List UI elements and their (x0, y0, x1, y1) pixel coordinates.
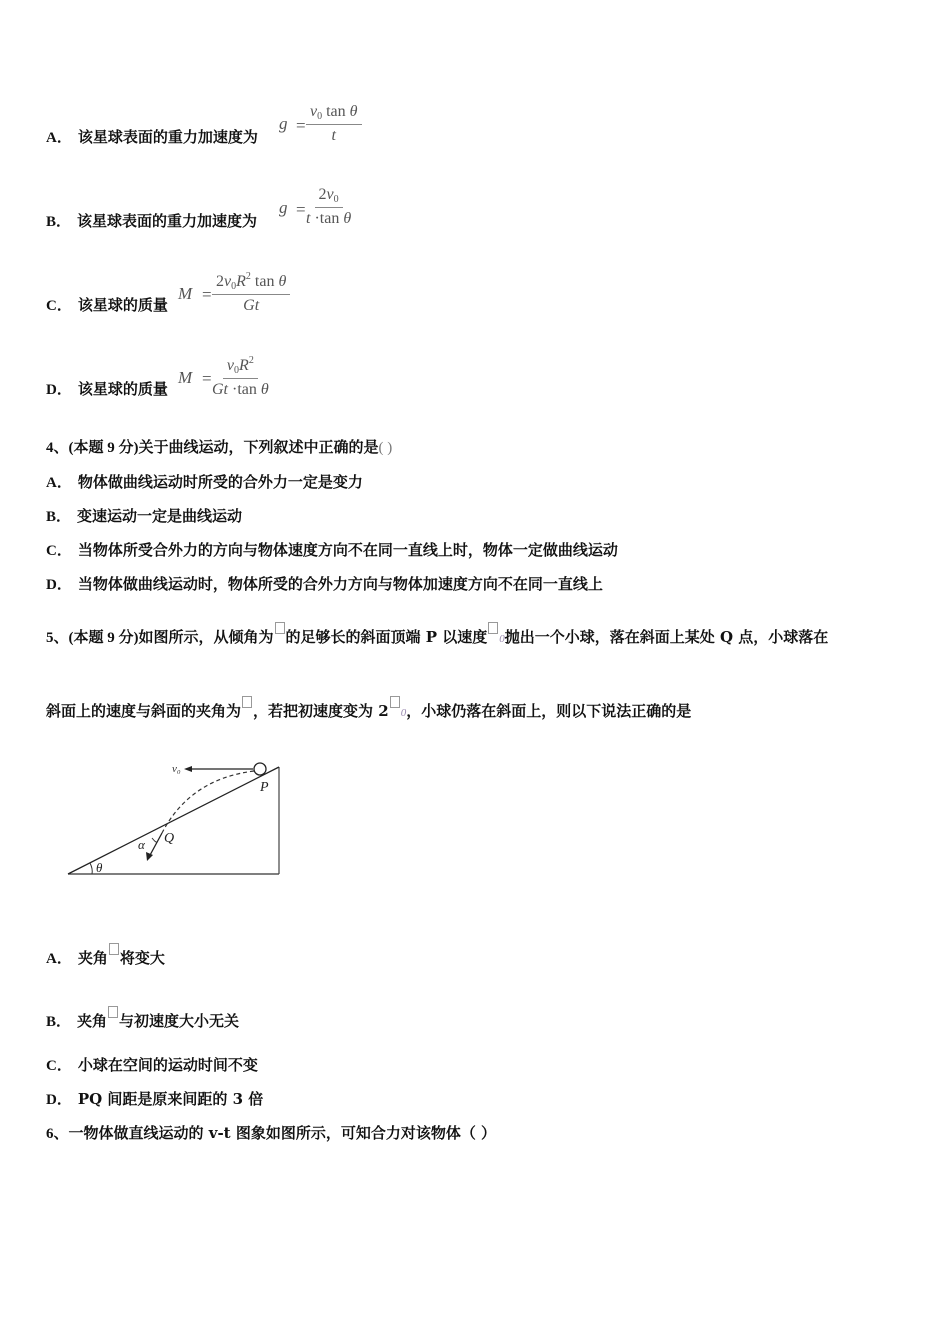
option-text: 当物体所受合外力的方向与物体速度方向不在同一直线上时，物体一定做曲线运动 (77, 541, 618, 559)
q5-option-d (46, 1089, 263, 1110)
option-text: 该星球表面的重力加速度为 (77, 128, 258, 146)
q4-option-a (46, 472, 363, 493)
missing-glyph-alpha (108, 1006, 118, 1018)
formula-fraction-b (306, 186, 351, 228)
option-text: 将变大 (119, 949, 165, 967)
option-label: A． (46, 130, 72, 146)
option-label: D． (46, 382, 72, 398)
option-text: 当物体做曲线运动时，物体所受的合外力方向与物体加速度方向不在同一直线上 (77, 575, 603, 593)
q3-option-b (46, 211, 257, 232)
formula-fraction-c (212, 271, 290, 315)
v0-subscript: 0 (400, 707, 407, 719)
option-label: A． (46, 475, 72, 491)
v0-label: v₀ (172, 763, 181, 775)
formula-lhs: g (279, 114, 288, 133)
q3-option-d (46, 379, 168, 400)
option-label: B． (46, 509, 72, 525)
formula-eq: = (296, 200, 306, 219)
q5-stem-line2 (46, 696, 691, 723)
missing-glyph-v (390, 696, 400, 708)
question-text: 的足够长的斜面顶端 P 以速度 (285, 628, 488, 646)
numerator: $2v_0$ (315, 186, 343, 208)
incline-diagram (60, 755, 290, 885)
question-text: 斜面上的速度与斜面的夹角为 (46, 702, 242, 720)
denominator: Gt ·tan θ (212, 381, 269, 398)
q5-stem-line1 (46, 622, 828, 649)
formula-lhs: M (178, 368, 193, 387)
missing-glyph-v (488, 622, 498, 634)
formula-fraction-d (212, 355, 269, 399)
option-label: D． (46, 1092, 72, 1108)
question-text: ，若把初速度变为 2 (253, 702, 389, 720)
point-p-label: P (260, 780, 269, 795)
option-text: PQ 间距是原来间距的 3 倍 (77, 1090, 264, 1108)
option-text: 该星球的质量 (77, 296, 168, 314)
question-points: (本题 9 分) (68, 440, 139, 456)
q6-stem (46, 1123, 496, 1144)
question-text: ，小球仍落在斜面上，则以下说法正确的是 (406, 702, 692, 720)
question-text: 抛出一个小球，落在斜面上某处 Q 点，小球落在 (504, 628, 829, 646)
theta-label: θ (96, 860, 103, 875)
question-number: 6、 (46, 1126, 69, 1142)
q3-option-a (46, 127, 258, 148)
q4-stem (46, 437, 392, 458)
q4-option-c (46, 540, 618, 561)
question-number: 5、 (46, 630, 69, 646)
option-text: 小球在空间的运动时间不变 (77, 1056, 258, 1074)
numerator: $2v_0R^2$ tan θ (212, 271, 290, 295)
option-label: B． (46, 1014, 72, 1030)
question-text: 如图所示，从倾角为 (138, 628, 274, 646)
option-label: A． (46, 951, 72, 967)
formula-lhs: g (279, 198, 288, 217)
q4-option-d (46, 574, 603, 595)
v0-subscript: 0 (499, 633, 505, 645)
question-points: (本题 9 分) (68, 630, 139, 646)
incline-projectile-figure (60, 755, 290, 885)
missing-glyph-alpha (242, 696, 252, 708)
formula-fraction-a (306, 103, 362, 145)
option-label: D． (46, 577, 72, 593)
formula-eq: = (296, 116, 306, 135)
option-text: 夹角 (77, 1012, 108, 1030)
option-label: B． (46, 214, 72, 230)
option-label: C． (46, 298, 72, 314)
point-q-label: Q (164, 831, 175, 846)
q5-option-b (46, 1006, 239, 1032)
alpha-label: α (138, 837, 145, 852)
q5-option-a (46, 943, 165, 969)
numerator: $v_0R^2$ (223, 355, 258, 379)
numerator: $v_0$ tan θ (306, 103, 362, 125)
formula-eq: = (202, 285, 212, 304)
option-text: 变速运动一定是曲线运动 (77, 507, 243, 525)
option-text: 该星球表面的重力加速度为 (77, 212, 258, 230)
denominator: t ·tan θ (306, 210, 352, 227)
formula-eq: = (202, 369, 212, 388)
question-text: 一物体做直线运动的 v-t 图象如图所示，可知合力对该物体（ ） (68, 1124, 497, 1142)
option-label: C． (46, 543, 72, 559)
denominator: Gt (243, 297, 260, 314)
option-text: 与初速度大小无关 (119, 1012, 240, 1030)
option-text: 物体做曲线运动时所受的合外力一定是变力 (77, 473, 363, 491)
question-number: 4、 (46, 440, 69, 456)
option-label: C． (46, 1058, 72, 1074)
q4-option-b (46, 506, 242, 527)
q3-option-c (46, 295, 168, 316)
formula-lhs: M (178, 284, 193, 303)
question-text: 关于曲线运动，下列叙述中正确的是 (138, 438, 379, 456)
option-text: 该星球的质量 (77, 380, 168, 398)
denominator: t (331, 127, 336, 144)
missing-glyph-theta (275, 622, 285, 634)
option-text: 夹角 (77, 949, 108, 967)
missing-glyph-alpha (109, 943, 119, 955)
answer-blank: ( ) (378, 440, 393, 456)
q5-option-c (46, 1055, 258, 1076)
